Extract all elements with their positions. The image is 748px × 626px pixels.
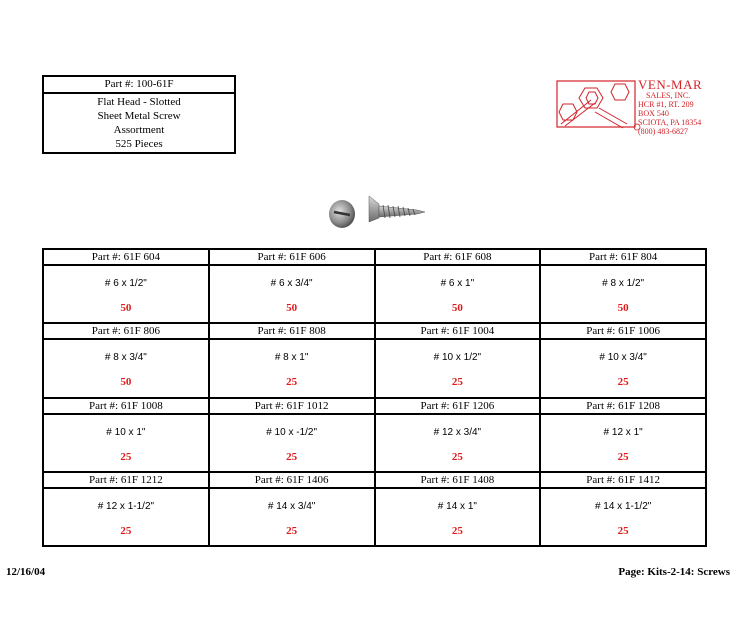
kit-description-line: Flat Head - Slotted — [97, 96, 181, 108]
logo-line: (800) 483-6827 — [638, 127, 688, 136]
part-number: Part #: 61F 1206 — [376, 399, 540, 415]
part-cell — [540, 323, 706, 397]
logo-line: SALES, INC. — [646, 91, 691, 100]
part-number: Part #: 61F 604 — [44, 250, 208, 266]
grid-row — [43, 398, 706, 472]
part-number: Part #: 61F 1406 — [210, 473, 374, 489]
title-box — [42, 75, 236, 154]
part-cell — [209, 323, 375, 397]
part-cell — [43, 249, 209, 323]
quantity: 25 — [617, 376, 629, 389]
part-cell — [375, 398, 541, 472]
screw-size: # 14 x 3/4" — [267, 500, 316, 512]
grid-row — [43, 472, 706, 546]
quantity: 25 — [451, 376, 463, 389]
quantity: 25 — [286, 524, 298, 537]
screw-size: # 6 x 1" — [440, 278, 475, 289]
part-number: Part #: 61F 1004 — [376, 324, 540, 340]
quantity: 25 — [617, 450, 629, 463]
quantity: 25 — [451, 450, 463, 463]
part-number: Part #: 61F 606 — [210, 250, 374, 266]
part-number: Part #: 61F 1012 — [210, 399, 374, 415]
part-cell — [43, 323, 209, 397]
quantity: 50 — [286, 302, 298, 314]
part-cell — [540, 398, 706, 472]
screw-size: # 6 x 1/2" — [104, 278, 147, 289]
kit-description-line: 525 Pieces — [115, 138, 163, 150]
screw-size: # 6 x 3/4" — [270, 278, 313, 289]
footer-page: Page: Kits-2-14: Screws — [618, 566, 730, 578]
kit-description-line: Assortment — [113, 124, 165, 136]
footer-date: 12/16/04 — [6, 566, 46, 578]
quantity: 25 — [286, 450, 298, 463]
logo-line: BOX 540 — [638, 109, 669, 118]
quantity: 25 — [286, 376, 298, 389]
part-cell — [209, 249, 375, 323]
part-number: Part #: 61F 806 — [44, 324, 208, 340]
kit-description — [44, 94, 234, 152]
screw-size: # 14 x 1" — [437, 500, 477, 512]
part-number: Part #: 61F 1006 — [541, 324, 705, 340]
screw-size: # 10 x 3/4" — [599, 352, 647, 364]
grid-row — [43, 323, 706, 397]
screw-size: # 8 x 1/2" — [602, 278, 645, 289]
screw-size: # 14 x 1-1/2" — [594, 500, 652, 512]
logo-text — [638, 78, 702, 136]
quantity: 50 — [120, 376, 132, 389]
parts-grid — [42, 248, 707, 547]
logo-brand: VEN-MAR — [638, 77, 703, 92]
part-number: Part #: 61F 1208 — [541, 399, 705, 415]
part-cell — [375, 249, 541, 323]
screw-size: # 8 x 1" — [274, 352, 309, 364]
part-number: Part #: 61F 1412 — [541, 473, 705, 489]
part-number: Part #: 61F 804 — [541, 250, 705, 266]
quantity: 50 — [120, 302, 132, 314]
screw-size: # 12 x 3/4" — [433, 426, 482, 438]
screw-size: # 10 x 1/2" — [433, 352, 482, 364]
part-cell — [43, 472, 209, 546]
screw-size: # 8 x 3/4" — [104, 352, 147, 364]
screw-size: # 12 x 1" — [603, 426, 643, 438]
part-number: Part #: 61F 1408 — [376, 473, 540, 489]
quantity: 50 — [451, 302, 463, 314]
part-cell — [540, 472, 706, 546]
screw-image-icon — [327, 192, 427, 232]
quantity: 25 — [120, 524, 132, 537]
part-number: Part #: 61F 608 — [376, 250, 540, 266]
part-cell — [375, 472, 541, 546]
logo-line: SCIOTA, PA 18354 — [638, 118, 702, 127]
part-cell — [375, 323, 541, 397]
part-cell — [209, 472, 375, 546]
part-number: Part #: 61F 1008 — [44, 399, 208, 415]
part-number: Part #: 61F 808 — [210, 324, 374, 340]
kit-part-number: Part #: 100-61F — [44, 77, 234, 94]
part-cell — [43, 398, 209, 472]
kit-description-line: Sheet Metal Screw — [97, 110, 181, 122]
screw-size: # 12 x 1-1/2" — [97, 500, 155, 512]
part-number: Part #: 61F 1212 — [44, 473, 208, 489]
logo-line: HCR #1, RT. 209 — [638, 100, 694, 109]
quantity: 25 — [451, 524, 463, 537]
part-cell — [209, 398, 375, 472]
screw-size: # 10 x -1/2" — [266, 426, 318, 438]
part-cell — [540, 249, 706, 323]
grid-row — [43, 249, 706, 323]
quantity: 25 — [120, 450, 132, 463]
quantity: 50 — [617, 302, 629, 314]
screw-size: # 10 x 1" — [106, 426, 146, 438]
quantity: 25 — [617, 524, 629, 537]
